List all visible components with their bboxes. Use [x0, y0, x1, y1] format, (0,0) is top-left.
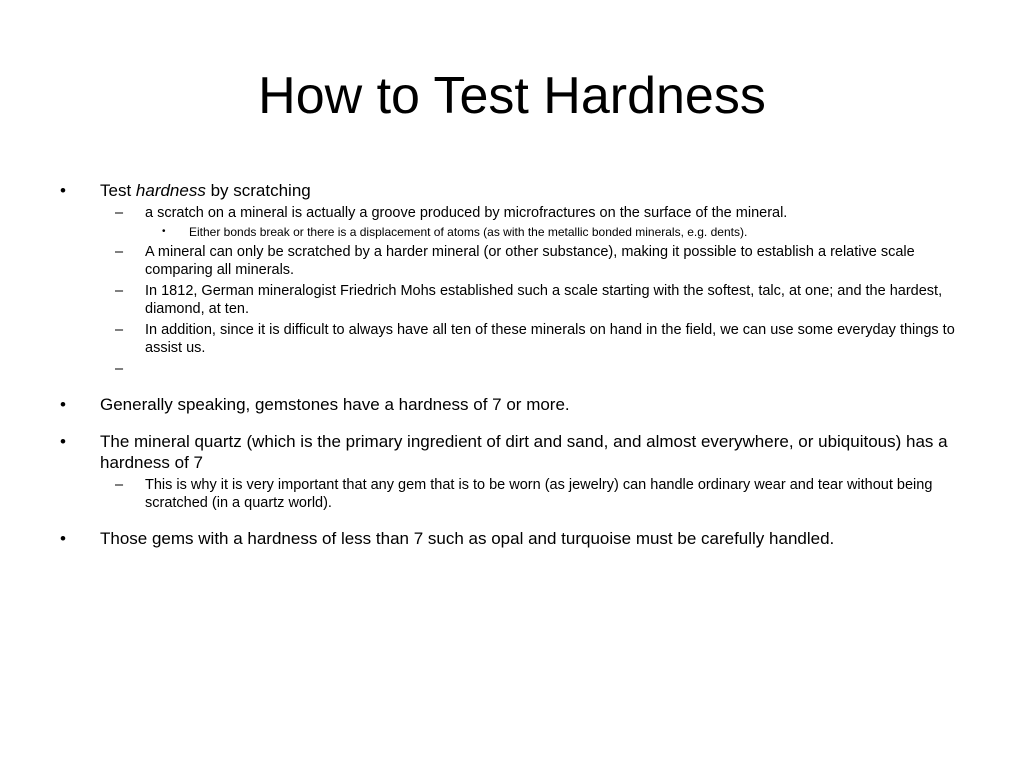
bullet-marker: • [60, 181, 66, 200]
bullet-text: The mineral quartz (which is the primary ingredient of dirt and sand, and almost everywhere, or ubiquitous) has a hardness of 7 [100, 432, 948, 472]
bullet-opal-turquoise [58, 528, 968, 549]
sub-bullet-text: In addition, since it is difficult to always have all ten of these minerals on hand in the field, we can use some everyday things to assist us. [145, 322, 955, 356]
slide-title: How to Test Hardness [258, 67, 766, 125]
dash-marker: – [115, 477, 124, 493]
sub-bullet-mohs [100, 282, 968, 318]
bullet-quartz [58, 431, 968, 473]
sub-bullet-empty [100, 360, 968, 378]
bullet-test-hardness [58, 180, 968, 201]
sub-sub-bullet-text: Either bonds break or there is a displacement of atoms (as with the metallic bonded minerals, e.g. dents). [189, 225, 748, 239]
sub-bullet-text: This is why it is very important that any gem that is to be worn (as jewelry) can handle ordinary wear and tear without being scratched (in a quartz world). [145, 477, 933, 511]
bullet-text-prefix: Test [100, 181, 136, 200]
dash-marker: – [115, 244, 124, 260]
bullet-marker: • [60, 529, 66, 548]
sub-bullet-quartz-world [100, 476, 968, 512]
bullet-text: Those gems with a hardness of less than 7 such as opal and turquoise must be carefully handled. [100, 529, 835, 548]
bullet-marker-small: • [162, 226, 166, 237]
sub-bullet-relative-scale [100, 243, 968, 279]
bullet-text-suffix: by scratching [205, 181, 311, 200]
bullet-marker: • [60, 432, 66, 451]
sub-bullet-text: In 1812, German mineralogist Friedrich Mohs established such a scale starting with the softest, talc, at one; and the hardest, diamond, at ten. [145, 283, 943, 317]
bullet-marker: • [60, 395, 66, 414]
sub-bullet-text: A mineral can only be scratched by a harder mineral (or other substance), making it possible to establish a relative scale comparing all minerals. [145, 244, 915, 278]
bullet-gemstones [58, 394, 968, 415]
slide-content [58, 180, 968, 549]
dash-marker: – [115, 322, 124, 338]
dash-marker: – [115, 283, 124, 299]
bullet-text: Generally speaking, gemstones have a hardness of 7 or more. [100, 395, 570, 414]
dash-marker: – [115, 205, 124, 221]
sub-bullet-scratch-groove [100, 204, 968, 222]
sub-bullet-text: a scratch on a mineral is actually a groove produced by microfractures on the surface of the mineral. [145, 205, 788, 221]
sub-sub-bullet-bonds [145, 224, 968, 240]
bullet-text-emphasis: hardness [135, 181, 206, 200]
dash-marker: – [115, 361, 124, 377]
sub-bullet-everyday-things [100, 321, 968, 357]
